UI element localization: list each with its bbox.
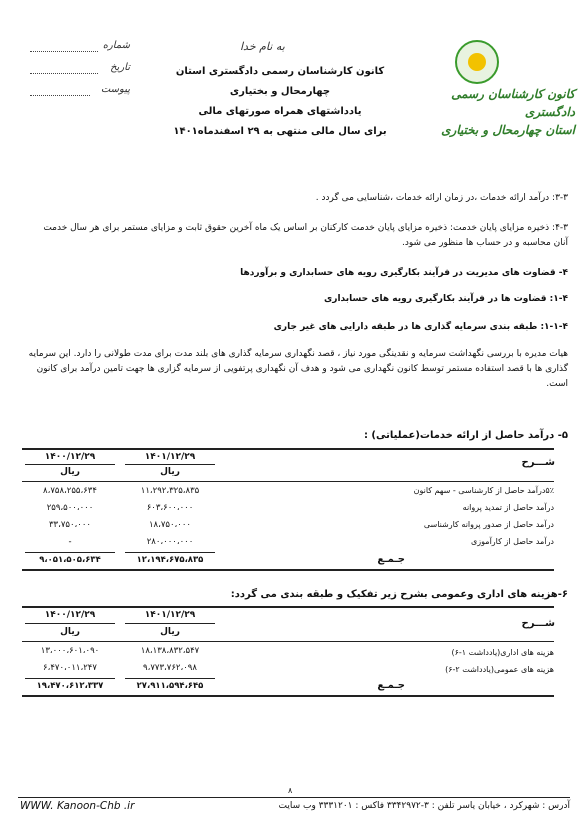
logo-text-line2: استان چهارمحال و بختیاری: [441, 123, 575, 137]
footer-address: آدرس : شهرکرد ، خیابان یاسر تلفن : ۳-۳۳۴۲۹۷۲ فاکس : ۳۳۳۱۲۰۱ وب سایت: [278, 801, 570, 811]
section5-col1400-date: ۱۴۰۰/۱۲/۲۹: [44, 452, 96, 462]
section6-col1401-date: ۱۴۰۱/۱۲/۲۹: [144, 610, 196, 620]
section5-total-1400: ۹،۰۵۱،۵۰۵،۶۳۴: [39, 555, 101, 565]
row-value-1400: ۲۵۹،۵۰۰،۰۰۰: [46, 503, 94, 513]
logo-text: [405, 85, 575, 139]
table-row: [22, 661, 554, 678]
section6-desc-header: شـــرح: [521, 618, 555, 629]
row-value-1400: ۸،۷۵۸،۲۵۵،۶۳۴: [43, 486, 97, 496]
section5-desc-header: شـــرح: [521, 457, 555, 468]
row-value-1401: ۹،۷۷۳،۷۶۲،۰۹۸: [143, 663, 197, 673]
website-link[interactable]: WWW. Kanoon-Chb .ir: [20, 800, 135, 812]
row-label: ۵٪درآمد حاصل از کارشناسی - سهم کانون: [413, 486, 554, 495]
row-value-1401: ۱۱،۲۹۲،۳۲۵،۸۳۵: [140, 486, 200, 496]
section5-bottom-rule: [22, 569, 554, 571]
bismillah: به نام خدا: [240, 40, 285, 53]
row-value-1400: -: [68, 537, 72, 547]
section5-total-label: جـمـع: [377, 554, 405, 565]
paragraph-investment-line3: است.: [546, 379, 568, 389]
paragraph-investment-line2: گذاری ها با قصد استفاده مستمر توسط کانون نگهداری می شود و هدف آن نگهداری پرتفویی از سرمایه گزاری ها جهت تامین درآمد برای کانون: [36, 364, 568, 374]
paragraph-3-4-line2: آنان محاسبه و در حساب ها منظور می شود.: [402, 238, 568, 248]
section6-rows: [22, 644, 554, 678]
section6-total-1400: ۱۹،۴۷۰،۶۱۲،۳۳۷: [36, 681, 104, 691]
footer: [20, 800, 570, 818]
paragraph-4-1: ۱-۴: قضاوت ها در فرآیند بکارگیری رویه های حسابداری: [324, 294, 568, 304]
section6-total-label: جـمـع: [377, 680, 405, 691]
table-row: [22, 644, 554, 661]
table-row: [22, 535, 554, 552]
section5-col1401-unit: ریال: [160, 467, 180, 477]
row-value-1401: ۱۸،۱۳۸،۸۳۲،۵۴۷: [140, 646, 200, 656]
row-value-1400: ۶،۴۷۰،۰۱۱،۲۴۷: [43, 663, 97, 673]
paragraph-3-4-line1: ۴-۳: ذخیره مزایای پایان خدمت: ذخیره مزایای پایان خدمت کارکنان بر اساس یک ماه آخرین حقوق ثابت و مزایای مستمر برای هر سال خدمت: [43, 223, 568, 233]
paragraph-3-3: ۳-۳: درآمد ارائه خدمات ،در زمان ارائه خدمات ،شناسایی می گردد .: [315, 193, 568, 203]
section6-total-1401: ۲۷،۹۱۱،۵۹۴،۶۴۵: [136, 681, 204, 691]
section6-top-rule: [22, 606, 554, 608]
attachment-label: پیوست: [100, 84, 130, 95]
section5-col1400-unit: ریال: [60, 467, 80, 477]
section5-rows: [22, 484, 554, 552]
date-field-line: [30, 73, 98, 74]
row-value-1400: ۳۳،۷۵۰،۰۰۰: [48, 520, 91, 530]
row-label: درآمد حاصل از تمدید پروانه: [462, 503, 554, 512]
title-line-2: یادداشتهای همراه صورتهای مالی: [198, 106, 362, 117]
section5-total-rule-1401: [125, 552, 215, 553]
page-number: ۸: [288, 786, 293, 795]
organization-logo: [455, 40, 499, 84]
section6-col1400-rule: [25, 623, 115, 624]
row-value-1401: ۱۸،۷۵۰،۰۰۰: [148, 520, 191, 530]
row-label: هزینه های عمومی(یادداشت ۲-۶): [445, 665, 554, 674]
section5-total-1401: ۱۲،۱۹۴،۶۷۵،۸۳۵: [136, 555, 204, 565]
attachment-field-line: [30, 95, 90, 96]
section6-bottom-rule: [22, 695, 554, 697]
section5-header-rule: [22, 481, 554, 482]
row-value-1400: ۱۳،۰۰۰،۶۰۱،۰۹۰: [40, 646, 100, 656]
number-field-line: [30, 51, 98, 52]
paragraph-4: ۴- قضاوت های مدیریت در فرآیند بکارگیری رویه های حسابداری و برآوردها: [240, 268, 568, 278]
row-value-1401: ۲۸۰،۰۰۰،۰۰۰: [146, 537, 194, 547]
footer-rule: [18, 797, 570, 798]
section6-col1401-unit: ریال: [160, 627, 180, 637]
header-fields: [20, 38, 130, 104]
number-label: شماره: [102, 40, 130, 51]
row-label: درآمد حاصل از کارآموزی: [471, 537, 554, 546]
section5-heading: ۵- درآمد حاصل از ارائه خدمات(عملیاتی) :: [363, 430, 568, 441]
paragraph-4-1-1: ۱-۱-۴: طبقه بندی سرمایه گذاری ها در طبقه دارایی های غیر جاری: [273, 322, 568, 332]
section6-total-rule-1401: [125, 678, 215, 679]
logo-emblem-icon: [455, 40, 499, 84]
section5-top-rule: [22, 448, 554, 450]
section5-col1401-date: ۱۴۰۱/۱۲/۲۹: [144, 452, 196, 462]
title-line-1: کانون کارشناسان رسمی دادگستری استان چهارمحال و بختیاری: [175, 66, 385, 97]
section6-col1401-rule: [125, 623, 215, 624]
row-label: هزینه های اداری(یادداشت ۱-۶): [451, 648, 554, 657]
section5-col1400-rule: [25, 464, 115, 465]
section6-col1400-date: ۱۴۰۰/۱۲/۲۹: [44, 610, 96, 620]
paragraph-investment-line1: هیات مدیره با بررسی نگهداشت سرمایه و نقدینگی مورد نیاز ، قصد نگهداری سرمایه گذاری های بلند مدت برای مدت طولانی را دارد. این سرمایه: [28, 349, 568, 359]
row-value-1401: ۶۰۳،۶۰۰،۰۰۰: [146, 503, 194, 513]
row-label: درآمد حاصل از صدور پروانه کارشناسی: [423, 520, 554, 529]
table-row: [22, 484, 554, 501]
section6-col1400-unit: ریال: [60, 627, 80, 637]
section5-col1401-rule: [125, 464, 215, 465]
table-row: [22, 501, 554, 518]
title-line-3: برای سال مالی منتهی به ۲۹ اسفندماه۱۴۰۱: [173, 126, 387, 137]
title-block: [165, 62, 395, 142]
section6-heading: ۶-هزینه های اداری وعمومی بشرح زیر تفکیک و طبقه بندی می گردد:: [230, 589, 568, 600]
section6-total-rule-1400: [25, 678, 115, 679]
section5-total-rule-1400: [25, 552, 115, 553]
table-row: [22, 518, 554, 535]
date-label: تاریخ: [110, 62, 130, 73]
logo-text-line1: کانون کارشناسان رسمی دادگستری: [451, 87, 575, 119]
section6-header-rule: [22, 641, 554, 642]
